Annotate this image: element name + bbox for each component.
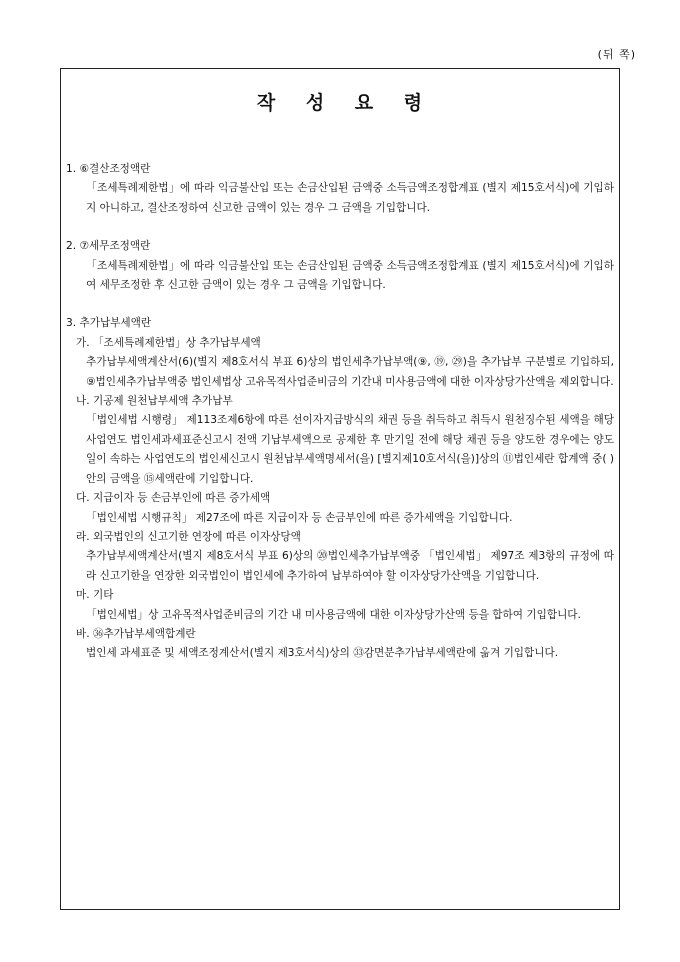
section-1-body: 「조세특례제한법」에 따라 익금불산입 또는 손금산입된 금액중 소득금액조정합계표 (별지 제15호서식)에 기입하지 아니하고, 결산조정하여 신고한 금액이 있는 경우 그 금액을 기입합니다. (86, 182, 614, 214)
section-3-heading: 3. 추가납부세액란 (66, 317, 152, 330)
subsection-ga (66, 334, 614, 392)
subsection-ga-body: 추가납부세액계산서(6)(별지 제8호서식 부표 6)상의 법인세추가납부액(⑨, ⑲, ㉙)을 추가납부 구분별로 기입하되, ⑨법인세추가납부액중 법인세법상 고유목적사업준비금의 기간내 미사용금액에 대한 이자상당가산액을 제외합니다. (86, 356, 614, 388)
section-2 (66, 237, 614, 295)
subsection-ra-heading: 라. 외국법인의 신고기한 연장에 따른 이자상당액 (76, 530, 301, 543)
subsection-da (66, 489, 614, 528)
subsection-ra-body: 추가납부세액계산서(별지 제8호서식 부표 6)상의 ⑳법인세추가납부액중 「법인세법」 제97조 제3항의 규정에 따라 신고기한을 연장한 외국법인이 법인세에 추가하여 납부하여야 할 이자상당가산액을 기입합니다. (86, 550, 614, 582)
instructions-content (66, 160, 614, 683)
section-1 (66, 160, 614, 218)
section-2-heading: 2. ⑦세무조정액란 (66, 240, 151, 253)
section-3 (66, 314, 614, 663)
document-title: 작 성 요 령 (256, 92, 424, 114)
subsection-na-body: 「법인세법 시행령」 제113조제6항에 따른 선이자지급방식의 채권 등을 취득하고 취득시 원천징수된 세액을 해당 사업연도 법인세과세표준신고시 전액 기납부세액으로 공제한 후 만기일 전에 해당 채권 등을 양도한 경우에는 양도일이 속하는 사업연도의 법인세신고시 원천납부세액명세서(을) [별지제10호서식(을)]상의 ⑪법인세란 합계액 중( )안의 금액을 ⑮세액란에 기입합니다. (86, 414, 614, 485)
page-side-label: (뒤 쪽) (597, 48, 636, 61)
subsection-na-heading: 나. 기공제 원천납부세액 추가납부 (76, 395, 233, 408)
section-1-heading: 1. ⑥결산조정액란 (66, 163, 151, 175)
subsection-na (66, 392, 614, 489)
section-2-body: 「조세특례제한법」에 따라 익금불산입 또는 손금산입된 금액중 소득금액조정합계표 (별지 제15호서식)에 기입하여 세무조정한 후 신고한 금액이 있는 경우 그 금액을 기입합니다. (86, 259, 614, 292)
subsection-da-body: 「법인세법 시행규칙」 제27조에 따른 지급이자 등 손금부인에 따른 증가세액을 기입합니다. (86, 511, 513, 524)
subsection-ma-body: 「법인세법」상 고유목적사업준비금의 기간 내 미사용금액에 대한 이자상당가산액 등을 합하여 기입합니다. (86, 608, 581, 621)
subsection-ma (66, 586, 614, 625)
subsection-ba-heading: 바. ㊱추가납부세액합계란 (76, 627, 196, 640)
subsection-ba-body: 법인세 과세표준 및 세액조정계산서(별지 제3호서식)상의 ㉝감면분추가납부세액란에 옮겨 기입합니다. (86, 647, 559, 660)
subsection-da-heading: 다. 지급이자 등 손금부인에 따른 증가세액 (76, 492, 271, 505)
subsection-ra (66, 528, 614, 586)
subsection-ba (66, 625, 614, 664)
subsection-ga-heading: 가. 「조세특례제한법」상 추가납부세액 (76, 336, 261, 349)
subsection-ma-heading: 마. 기타 (76, 589, 114, 602)
